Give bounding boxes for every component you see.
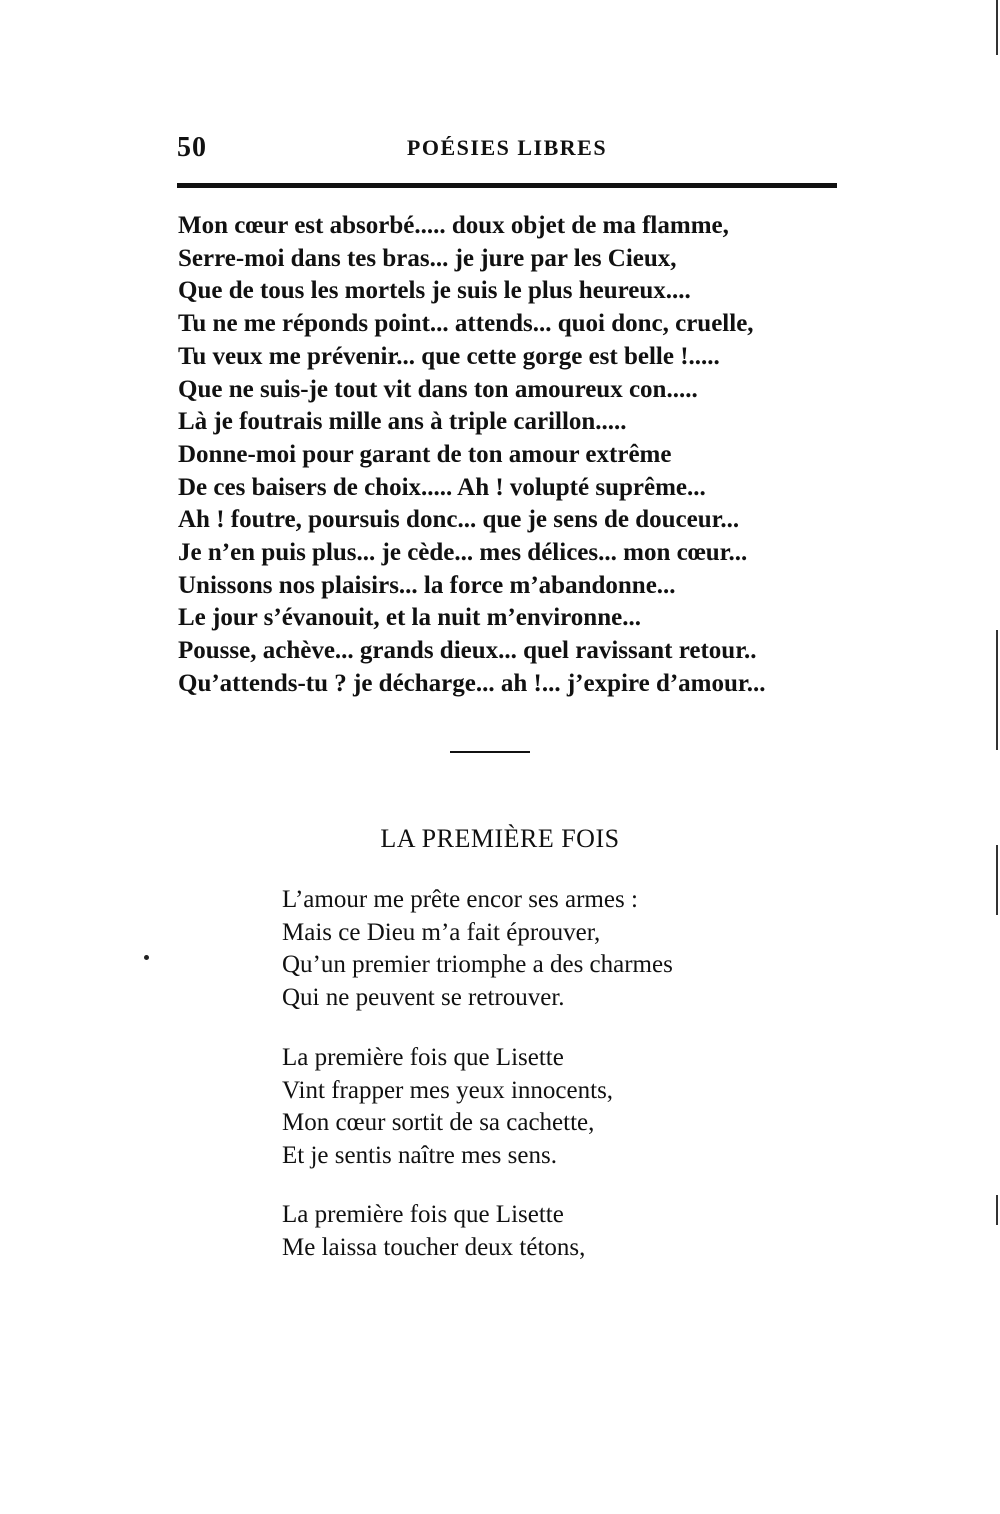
verse-line: La première fois que Lisette	[282, 1201, 564, 1228]
scan-edge-mark	[996, 845, 998, 915]
verse-line: Tu veux me prévenir... que cette gorge est belle !.....	[178, 342, 720, 370]
stanza-3	[282, 1199, 842, 1264]
stanza-2	[282, 1042, 842, 1172]
verse-line: Vint frapper mes yeux innocents,	[282, 1076, 614, 1104]
stanza-1	[282, 884, 842, 1014]
running-title: POÉSIES LIBRES	[406, 135, 608, 160]
verse-line: La première fois que Lisette	[282, 1044, 564, 1071]
verse-line: Mais ce Dieu m’a fait éprouver,	[282, 918, 601, 946]
verse-line: Le jour s’évanouit, et la nuit m’environne...	[178, 604, 641, 632]
verse-line: Me laissa toucher deux tétons,	[282, 1233, 586, 1261]
verse-line: Ah ! foutre, poursuis donc... que je sens de douceur...	[178, 506, 740, 534]
section-separator	[450, 751, 530, 753]
verse-line: Mon cœur est absorbé..... doux objet de ma flamme,	[178, 212, 729, 239]
page-number: 50	[177, 132, 207, 163]
verse-line: Serre-moi dans tes bras... je jure par les Cieux,	[178, 244, 677, 272]
scan-edge-mark	[996, 1195, 998, 1225]
verse-line: Unissons nos plaisirs... la force m’abandonne...	[178, 571, 676, 599]
header-rule	[177, 183, 837, 188]
verse-line: Qu’attends-tu ? je décharge... ah !... j’expire d’amour...	[178, 669, 766, 697]
verse-line: Pousse, achève... grands dieux... quel ravissant retour..	[178, 637, 757, 665]
verse-line: L’amour me prête encor ses armes :	[282, 886, 638, 913]
top-stanza	[178, 210, 858, 701]
running-head	[177, 132, 837, 166]
verse-line: Que ne suis-je tout vit dans ton amoureux con.....	[178, 375, 698, 403]
scan-edge-mark	[996, 0, 998, 55]
verse-line: Donne-moi pour garant de ton amour extrême	[178, 440, 672, 468]
scan-edge-mark	[996, 630, 998, 750]
poem-title: LA PREMIÈRE FOIS	[380, 824, 620, 853]
verse-line: Tu ne me réponds point... attends... quoi donc, cruelle,	[178, 310, 754, 338]
verse-line: Mon cœur sortit de sa cachette,	[282, 1109, 595, 1136]
verse-line: De ces baisers de choix..... Ah ! volupté suprême...	[178, 473, 706, 501]
verse-line: Là je foutrais mille ans à triple carillon.....	[178, 408, 627, 436]
verse-line: Que de tous les mortels je suis le plus heureux....	[178, 277, 691, 305]
verse-line: Qu’un premier triomphe a des charmes	[282, 951, 673, 978]
ink-speck	[144, 955, 149, 960]
verse-line: Et je sentis naître mes sens.	[282, 1141, 557, 1169]
verse-line: Je n’en puis plus... je cède... mes délices... mon cœur...	[178, 539, 748, 567]
verse-line: Qui ne peuvent se retrouver.	[282, 983, 565, 1011]
